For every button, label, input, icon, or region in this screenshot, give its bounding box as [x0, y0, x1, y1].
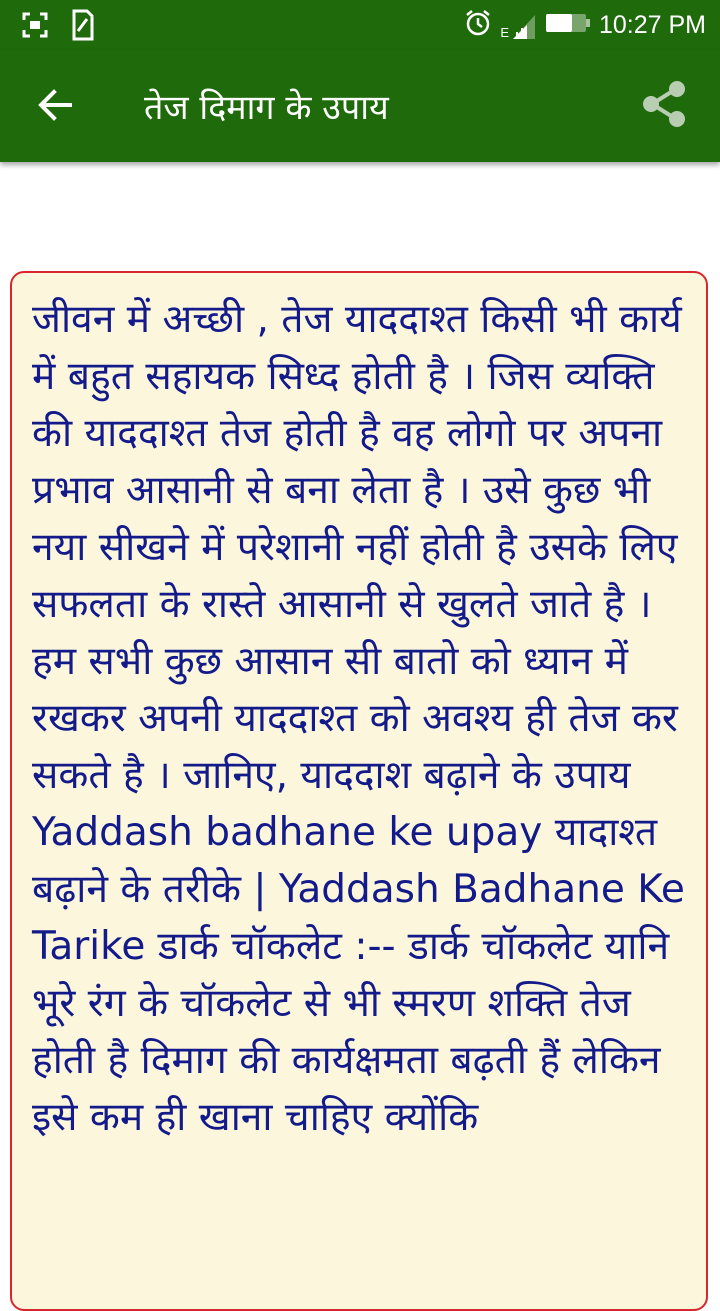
article-text: जीवन में अच्छी , तेज याददाश्त किसी भी कार्य में बहुत सहायक सिध्द होती है । जिस व्यक्ति की याददाश्त तेज होती है वह लोगो पर अपना प्रभाव आसानी से बना लेता है । उसे कुछ भी नया सीखने में परेशानी नहीं होती है उसके लिए सफलता के रास्ते आसानी से खुलते जाते है । हम सभी कुछ आसान सी बातो को ध्यान में रखकर अपनी याददाश्त को अवश्य ही तेज कर सकते है । जानिए, याददाश बढ़ाने के उपाय Yaddash badhane ke upay यादाश्त बढ़ाने के तरीके | Yaddash Badhane Ke Tarike डार्क चॉकलेट :-- डार्क चॉकलेट यानि भूरे रंग के चॉकलेट से भी स्मरण शक्ति तेज होती है दिमाग की कार्यक्षमता बढ़ती हैं लेकिन इसे कम ही खाना चाहिए क्योंकि [32, 297, 685, 1140]
network-type-label: E [500, 25, 509, 40]
page-title: तेज दिमाग के उपाय [144, 88, 389, 128]
screenshot-icon [22, 12, 48, 38]
battery-icon [545, 11, 591, 39]
share-icon [638, 78, 690, 134]
arrow-back-icon [36, 86, 74, 128]
alarm-icon [464, 9, 492, 41]
status-time: 10:27 PM [598, 10, 706, 39]
back-button[interactable] [26, 78, 84, 136]
status-bar [0, 0, 720, 50]
app-bar [0, 50, 720, 162]
signal-icon [500, 11, 537, 39]
sim-card-icon [72, 9, 98, 35]
article-card [10, 271, 708, 1311]
share-button[interactable] [634, 76, 694, 136]
